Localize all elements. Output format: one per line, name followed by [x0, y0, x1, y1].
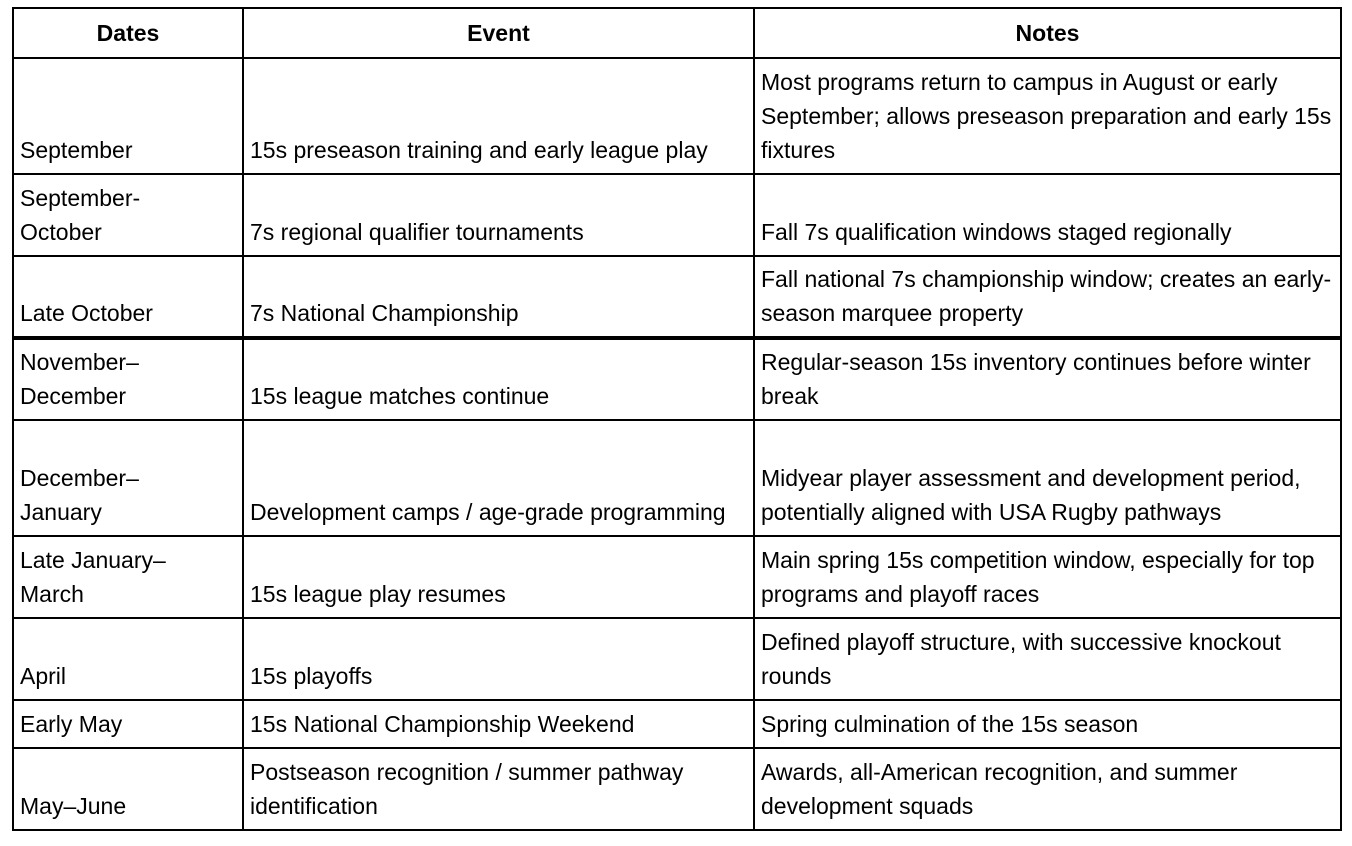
- event-cell: 15s league matches continue: [243, 338, 754, 420]
- notes-cell: Regular-season 15s inventory continues before winter break: [754, 338, 1341, 420]
- column-header-dates: Dates: [13, 8, 243, 58]
- dates-cell: [13, 174, 243, 256]
- dates-cell: May–June: [13, 748, 243, 830]
- event-cell: 7s National Championship: [243, 256, 754, 338]
- notes-cell: Most programs return to campus in August or early September; allows preseason preparation and early 15s fixtures: [754, 58, 1341, 174]
- table-row: [13, 700, 1341, 748]
- dates-text: Late January–March: [20, 547, 166, 607]
- dates-cell: April: [13, 618, 243, 700]
- notes-cell: Midyear player assessment and development period, potentially aligned with USA Rugby pathways: [754, 420, 1341, 536]
- event-cell: 15s preseason training and early league play: [243, 58, 754, 174]
- dates-text: September-October: [20, 185, 141, 245]
- dates-cell: [13, 420, 243, 536]
- dates-text: November–December: [20, 349, 139, 409]
- dates-cell: September: [13, 58, 243, 174]
- header-row: [13, 8, 1341, 58]
- notes-cell: Fall national 7s championship window; creates an early-season marquee property: [754, 256, 1341, 338]
- table-row: [13, 174, 1341, 256]
- column-header-event: Event: [243, 8, 754, 58]
- notes-cell: Fall 7s qualification windows staged regionally: [754, 174, 1341, 256]
- table-row: [13, 256, 1341, 338]
- event-cell: Development camps / age-grade programming: [243, 420, 754, 536]
- notes-cell: Spring culmination of the 15s season: [754, 700, 1341, 748]
- event-cell: 15s playoffs: [243, 618, 754, 700]
- notes-cell: Defined playoff structure, with successive knockout rounds: [754, 618, 1341, 700]
- table-row: [13, 58, 1341, 174]
- dates-cell: [13, 338, 243, 420]
- table-row: [13, 420, 1341, 536]
- table-row: [13, 618, 1341, 700]
- event-cell: 7s regional qualifier tournaments: [243, 174, 754, 256]
- dates-cell: [13, 536, 243, 618]
- table-row: [13, 338, 1341, 420]
- event-cell: 15s league play resumes: [243, 536, 754, 618]
- notes-cell: Main spring 15s competition window, especially for top programs and playoff races: [754, 536, 1341, 618]
- event-cell: Postseason recognition / summer pathway identification: [243, 748, 754, 830]
- table-row: [13, 536, 1341, 618]
- event-cell: 15s National Championship Weekend: [243, 700, 754, 748]
- dates-cell: Late October: [13, 256, 243, 338]
- dates-cell: Early May: [13, 700, 243, 748]
- table-row: [13, 748, 1341, 830]
- column-header-notes: Notes: [754, 8, 1341, 58]
- notes-cell: Awards, all-American recognition, and summer development squads: [754, 748, 1341, 830]
- dates-text: December–January: [20, 465, 139, 525]
- season-calendar-table: [12, 7, 1342, 831]
